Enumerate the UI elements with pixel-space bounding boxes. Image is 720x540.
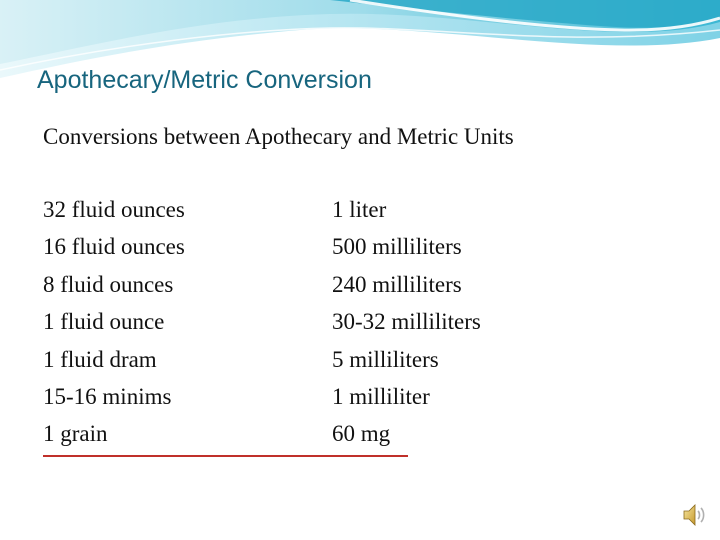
metric-value: 1 milliliter	[332, 383, 430, 409]
metric-value: 1 liter	[332, 197, 387, 222]
apothecary-value: 16 fluid ounces	[43, 234, 185, 260]
metric-value: 240 milliliters	[332, 271, 462, 297]
speaker-icon[interactable]	[682, 502, 708, 528]
conversion-row	[43, 197, 413, 234]
apothecary-value: 32 fluid ounces	[43, 197, 185, 222]
slide-title: Apothecary/Metric Conversion	[37, 66, 372, 94]
conversion-table	[43, 197, 481, 459]
hyperlink-underline	[43, 455, 408, 457]
metric-value: 30-32 milliliters	[332, 309, 481, 335]
conversion-row	[43, 234, 462, 271]
apothecary-value: 1 fluid dram	[43, 346, 157, 372]
conversion-row	[43, 421, 413, 458]
metric-value: 500 milliliters	[332, 234, 462, 260]
conversion-row	[43, 271, 462, 309]
apothecary-value: 15-16 minims	[43, 383, 172, 409]
slide-subheading: Conversions between Apothecary and Metric Units	[43, 124, 514, 149]
conversion-row	[43, 309, 481, 346]
apothecary-value: 1 grain	[43, 421, 108, 447]
conversion-row	[43, 383, 430, 421]
conversion-row	[43, 346, 439, 384]
metric-value: 5 milliliters	[332, 346, 439, 372]
metric-value: 60 mg	[332, 421, 391, 447]
apothecary-value: 8 fluid ounces	[43, 271, 174, 297]
apothecary-value: 1 fluid ounce	[43, 309, 165, 335]
